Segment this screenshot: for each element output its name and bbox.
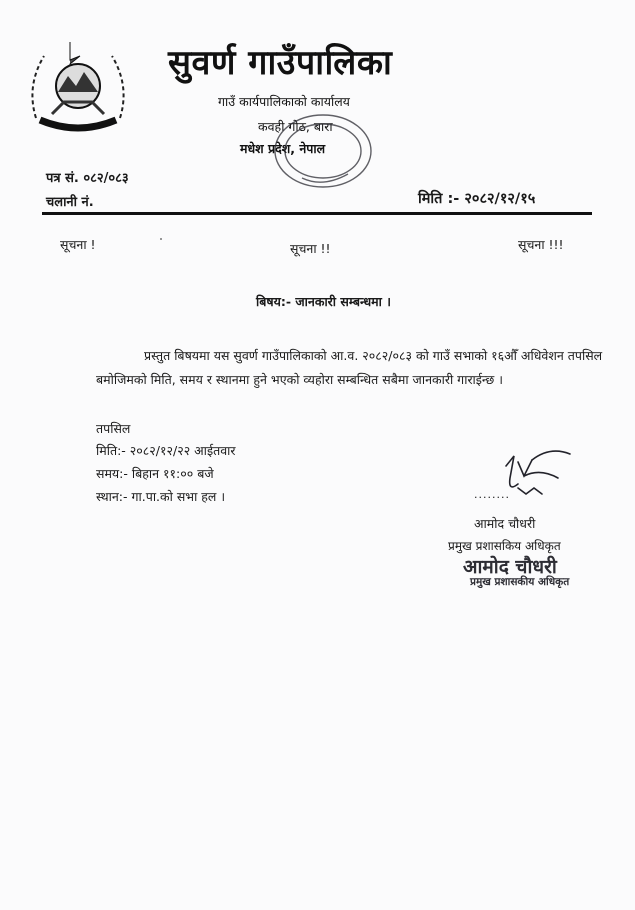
letter-subject: बिषय:- जानकारी सम्बन्धमा ।: [256, 294, 391, 309]
stray-dot: [160, 238, 162, 240]
office-address: कवही गोठ, बारा: [258, 119, 333, 134]
office-stamp-icon: [268, 108, 378, 194]
nepal-emblem-icon: [22, 36, 134, 136]
designation-stamp: प्रमुख प्रशासकीय अधिकृत: [470, 576, 570, 588]
letter-date: मिति :- २०८२/१२/१५: [418, 191, 536, 207]
details-heading: तपसिल: [96, 421, 131, 436]
dispatch-number: चलानी नं.: [46, 195, 94, 210]
notice-label-2: सूचना !!: [290, 241, 331, 256]
signatory-designation: प्रमुख प्रशासकिय अधिकृत: [448, 539, 561, 553]
event-venue: स्थान:- गा.पा.को सभा हल ।: [96, 489, 226, 504]
signatory-name: आमोद चौधरी: [474, 516, 536, 531]
office-province: मधेश प्रदेश, नेपाल: [240, 141, 326, 156]
municipality-title: सुवर्ण गाउँपालिका: [168, 43, 393, 83]
signature-line: ........: [474, 488, 510, 501]
body-paragraph: प्रस्तुत बिषयमा यस सुवर्ण गाउँपालिकाको आ.व. २०८२/०८३ को गाउँ सभाको १६औँ अधिवेशन तपसिल बमोजिमको मिति, समय र स्थानमा हुने भएको व्यहोरा सम्बन्धित सबैमा जानकारी गाराईन्छ ।: [96, 348, 603, 387]
signature-icon: [470, 448, 582, 512]
event-time: समय:- बिहान ११:०० बजे: [96, 466, 214, 481]
header-divider: [42, 212, 592, 215]
letter-number: पत्र सं. ०८२/०८३: [46, 171, 129, 186]
notice-label-3: सूचना !!!: [518, 237, 564, 252]
event-date: मिति:- २०८२/१२/२२ आईतवार: [96, 443, 236, 458]
notice-label-1: सूचना !: [60, 237, 96, 252]
name-stamp: आमोद चौधरी: [463, 556, 557, 578]
office-name: गाउँ कार्यपालिकाको कार्यालय: [218, 94, 350, 109]
